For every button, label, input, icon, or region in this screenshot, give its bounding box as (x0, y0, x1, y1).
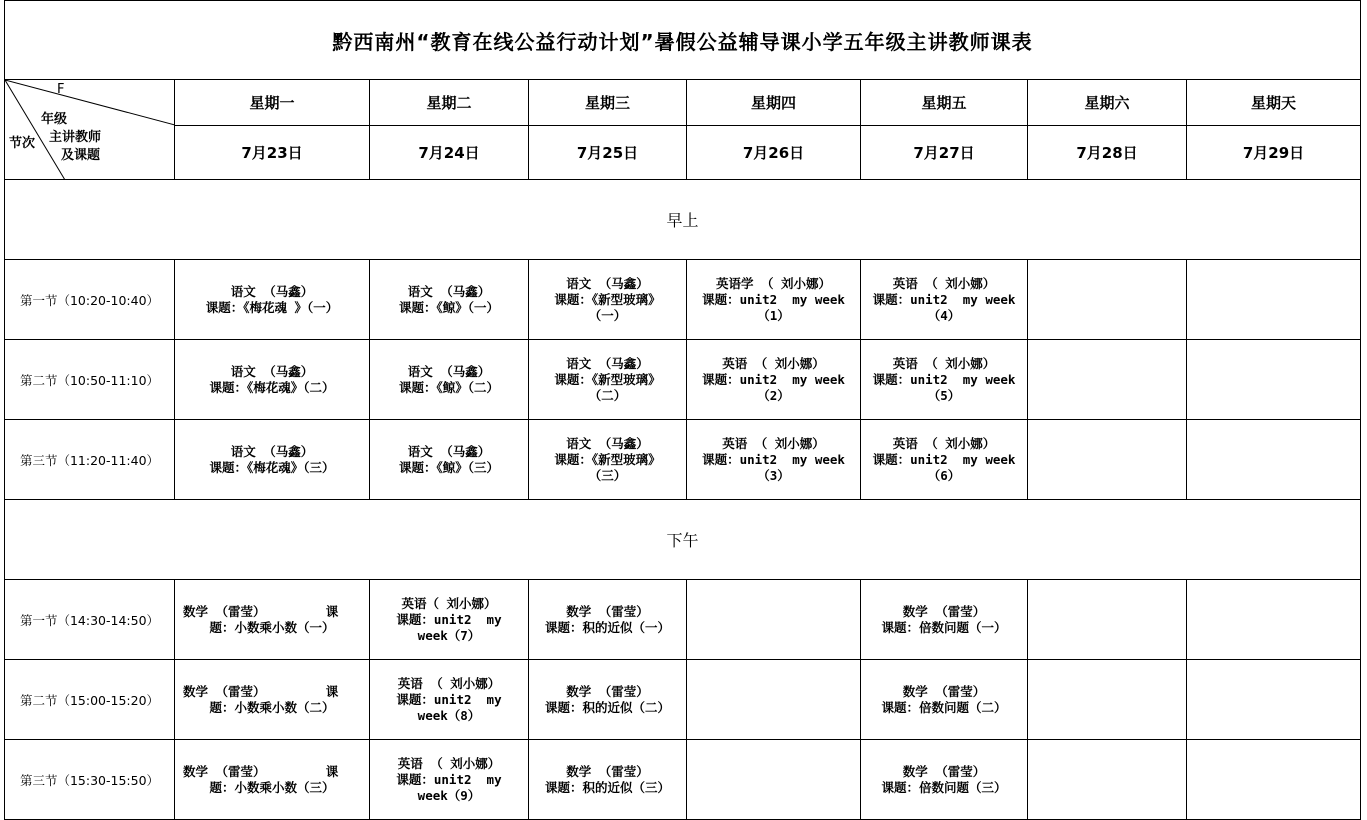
course-topic: （2） (757, 387, 790, 403)
corner-header (5, 80, 175, 180)
course-topic: （三） (588, 467, 627, 483)
course-topic: 课题：《新型玻璃》 (554, 371, 661, 387)
course-teacher: 英语 （ 刘小娜） (397, 675, 501, 691)
course-teacher: 数学 （雷莹） (902, 763, 986, 779)
schedule-cell (687, 740, 861, 820)
schedule-cell (175, 580, 370, 660)
course-teacher: 英语 （ 刘小娜） (722, 355, 825, 371)
schedule-cell (1028, 260, 1187, 340)
schedule-cell (370, 660, 529, 740)
course-teacher: 英语 （ 刘小娜） (722, 435, 825, 451)
schedule-table (4, 0, 1361, 820)
course-teacher: 语文 （马鑫） (407, 283, 491, 299)
course-topic: 课题：《鲸》（二） (398, 379, 499, 395)
course-teacher: 数学 （雷莹） 课 (183, 683, 339, 699)
date-header: 7月25日 (529, 126, 687, 180)
course-topic: （1） (757, 307, 790, 323)
date-header: 7月29日 (1187, 126, 1361, 180)
course-teacher: 英语 （ 刘小娜） (892, 355, 996, 371)
schedule-cell (175, 660, 370, 740)
course-teacher: 语文 （马鑫） (230, 363, 314, 379)
course-topic: 题：小数乘小数（一） (209, 619, 335, 635)
course-teacher: 英语 （ 刘小娜） (892, 275, 996, 291)
course-topic: （二） (588, 387, 627, 403)
date-header: 7月23日 (175, 126, 370, 180)
schedule-cell (861, 740, 1028, 820)
day-header: 星期一 (175, 80, 370, 126)
table-row (5, 660, 1361, 740)
day-header: 星期天 (1187, 80, 1361, 126)
course-teacher: 语文 （马鑫） (566, 355, 649, 371)
course-topic: 课题：unit2 my (396, 611, 502, 627)
period-label: 第一节（10:20-10:40） (5, 260, 175, 340)
period-label: 第二节（15:00-15:20） (5, 660, 175, 740)
table-row (5, 580, 1361, 660)
schedule-cell (861, 420, 1028, 500)
table-row (5, 740, 1361, 820)
schedule-cell (861, 660, 1028, 740)
course-teacher: 数学 （雷莹） (902, 683, 986, 699)
afternoon-section-label: 下午 (5, 500, 1361, 580)
course-topic: 课题：unit2 my (396, 691, 502, 707)
schedule-cell (175, 420, 370, 500)
schedule-cell (175, 740, 370, 820)
course-topic: 课题：unit2 my week (702, 371, 845, 387)
course-teacher: 英语 （ 刘小娜） (892, 435, 996, 451)
schedule-cell (1187, 260, 1361, 340)
schedule-cell (370, 580, 529, 660)
schedule-cell (370, 260, 529, 340)
schedule-cell (529, 580, 687, 660)
course-topic: 课题：积的近似（三） (544, 779, 670, 795)
course-teacher: 语文 （马鑫） (407, 443, 491, 459)
course-teacher: 数学 （雷莹） (566, 603, 649, 619)
day-header: 星期二 (370, 80, 529, 126)
course-teacher: 语文 （马鑫） (407, 363, 491, 379)
corner-topic-label: 及课题 (61, 148, 101, 163)
schedule-cell (1028, 660, 1187, 740)
course-teacher: 英语 （ 刘小娜） (397, 755, 501, 771)
period-label: 第二节（10:50-11:10） (5, 340, 175, 420)
course-topic: 课题：unit2 my week (872, 451, 1016, 467)
schedule-cell (1028, 580, 1187, 660)
course-topic: 课题：倍数问题（一） (881, 619, 1007, 635)
schedule-cell (529, 660, 687, 740)
course-topic: 课题：倍数问题（二） (881, 699, 1007, 715)
day-header: 星期四 (687, 80, 861, 126)
course-topic: （6） (927, 467, 961, 483)
course-topic: （一） (588, 307, 627, 323)
schedule-cell (861, 580, 1028, 660)
schedule-cell (175, 340, 370, 420)
schedule-cell (1028, 420, 1187, 500)
course-teacher: 数学 （雷莹） (566, 763, 649, 779)
course-teacher: 语文 （马鑫） (230, 443, 314, 459)
day-header: 星期六 (1028, 80, 1187, 126)
date-header: 7月27日 (861, 126, 1028, 180)
course-teacher: 英语学 （ 刘小娜） (715, 275, 832, 291)
schedule-cell (1028, 740, 1187, 820)
schedule-cell (1187, 660, 1361, 740)
table-row (5, 260, 1361, 340)
course-teacher: 数学 （雷莹） (566, 683, 649, 699)
course-teacher: 语文 （马鑫） (566, 435, 649, 451)
course-topic: 课题：unit2 my week (702, 451, 845, 467)
schedule-cell (370, 420, 529, 500)
course-topic: 课题：unit2 my week (872, 291, 1016, 307)
course-topic: week（8） (417, 707, 481, 723)
course-topic: 课题：《梅花魂》（三） (209, 459, 335, 475)
schedule-cell (861, 260, 1028, 340)
schedule-cell (687, 420, 861, 500)
schedule-cell (687, 580, 861, 660)
course-topic: 课题：《梅花魂 》（一） (205, 299, 339, 315)
table-row (5, 420, 1361, 500)
course-topic: 课题：unit2 my week (702, 291, 845, 307)
day-header: 星期五 (861, 80, 1028, 126)
course-topic: 课题：unit2 my (396, 771, 502, 787)
course-topic: 课题：《梅花魂》（二） (209, 379, 335, 395)
course-topic: 题：小数乘小数（三） (209, 779, 335, 795)
course-teacher: 数学 （雷莹） 课 (183, 763, 339, 779)
schedule-cell (687, 340, 861, 420)
course-topic: 题：小数乘小数（二） (209, 699, 335, 715)
corner-period-label: 节次 (9, 136, 36, 151)
schedule-cell (175, 260, 370, 340)
course-teacher: 语文 （马鑫） (566, 275, 649, 291)
course-teacher: 语文 （马鑫） (230, 283, 314, 299)
schedule-cell (1187, 340, 1361, 420)
course-topic: （3） (757, 467, 790, 483)
page-title: 黔西南州“教育在线公益行动计划”暑假公益辅导课小学五年级主讲教师课表 (5, 1, 1361, 80)
course-topic: 课题：unit2 my week (872, 371, 1016, 387)
schedule-cell (687, 660, 861, 740)
date-header: 7月24日 (370, 126, 529, 180)
corner-teacher-label: 主讲教师 (49, 130, 102, 145)
date-header: 7月26日 (687, 126, 861, 180)
course-topic: 课题：积的近似（二） (544, 699, 670, 715)
schedule-cell (861, 340, 1028, 420)
schedule-cell (1028, 340, 1187, 420)
course-topic: 课题：《新型玻璃》 (554, 451, 661, 467)
schedule-cell (1187, 740, 1361, 820)
period-label: 第一节（14:30-14:50） (5, 580, 175, 660)
schedule-cell (1187, 420, 1361, 500)
course-topic: （5） (927, 387, 961, 403)
schedule-cell (687, 260, 861, 340)
table-row (5, 340, 1361, 420)
course-topic: 课题：《新型玻璃》 (554, 291, 661, 307)
day-header: 星期三 (529, 80, 687, 126)
course-topic: （4） (927, 307, 961, 323)
date-header: 7月28日 (1028, 126, 1187, 180)
schedule-cell (529, 740, 687, 820)
course-teacher: 英语（ 刘小娜） (401, 595, 497, 611)
course-topic: 课题：倍数问题（三） (881, 779, 1007, 795)
course-topic: 课题：积的近似（一） (544, 619, 670, 635)
schedule-cell (529, 420, 687, 500)
course-teacher: 数学 （雷莹） 课 (183, 603, 339, 619)
period-label: 第三节（11:20-11:40） (5, 420, 175, 500)
morning-section-label: 早上 (5, 180, 1361, 260)
schedule-cell (529, 340, 687, 420)
course-teacher: 数学 （雷莹） (902, 603, 986, 619)
period-label: 第三节（15:30-15:50） (5, 740, 175, 820)
course-topic: week（9） (417, 787, 481, 803)
schedule-cell (1187, 580, 1361, 660)
course-topic: 课题：《鲸》（三） (398, 459, 499, 475)
corner-top-label: F (57, 82, 65, 97)
schedule-cell (529, 260, 687, 340)
course-topic: week（7） (417, 627, 481, 643)
corner-grade-label: 年级 (41, 112, 68, 127)
schedule-cell (370, 740, 529, 820)
schedule-cell (370, 340, 529, 420)
course-topic: 课题：《鲸》（一） (398, 299, 499, 315)
